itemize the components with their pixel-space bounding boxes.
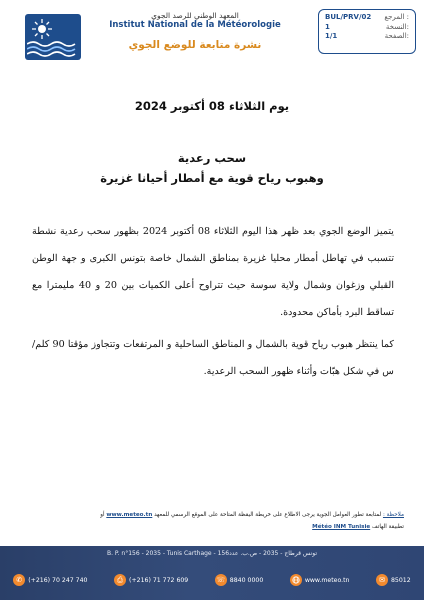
- fax-icon: ⎙: [114, 574, 126, 586]
- institute-block: [100, 11, 290, 52]
- reference-box: [318, 9, 416, 54]
- note-app-text: تطبيقة الهاتف: [371, 524, 404, 530]
- reference-label: المرجع :: [384, 13, 409, 21]
- sun-icon: [31, 18, 53, 40]
- footer-website[interactable]: [290, 574, 350, 586]
- body-paragraph-1: يتميز الوضع الجوي بعد ظهر هذا اليوم الثلاثاء 08 أكتوبر 2024 بظهور سحب رعدية نشطة تتسبب في تهاطل أمطار محليا غزيرة بمناطق الشمال خاصة بتونس الكبرى و جهة الوطن القبلي وزغوان وشمال ولاية سوسة حيث تتراوح أعلى الكميات بين 20 و 40 مليمترا مع تساقط البرد بأماكن محدودة.: [32, 226, 394, 318]
- headline-line-1: سحب رعدية: [177, 151, 247, 165]
- reference-row: [325, 13, 409, 23]
- institute-name-ar: المعهد الوطني للرصد الجوي: [151, 11, 239, 20]
- page-label: الصفحة:: [384, 32, 409, 41]
- note-line-2: [22, 521, 404, 533]
- bulletin-note: [22, 509, 404, 533]
- waves-icon: [27, 38, 79, 58]
- body-paragraph-2: كما ينتظر هبوب رياح قوية بالشمال و المناطق الساحلية و المرتفعات وتتجاوز مؤقتا 90 كلم/س في شكل هبّات وأثناء ظهور السحب الرعدية.: [32, 339, 394, 377]
- footer-address: B. P. n°156 - 2035 - Tunis Carthage - تونس قرطاج - 2035 - ص.ب. عدد156: [106, 550, 317, 557]
- version-value: 1: [325, 22, 330, 31]
- reference-value: BUL/PRV/02: [325, 13, 372, 21]
- version-label: النسخة:: [385, 22, 409, 31]
- green-number-icon: ☏: [216, 576, 226, 584]
- page-row: [325, 32, 409, 42]
- note-line-1: [22, 509, 404, 521]
- footer-contacts: [0, 574, 424, 586]
- footer-website-text[interactable]: www.meteo.tn: [304, 576, 350, 584]
- bulletin-headline: [0, 148, 424, 188]
- footer-phone-1: [13, 574, 87, 586]
- bulletin-date: يوم الثلاثاء 08 أكتوبر 2024: [134, 99, 290, 113]
- note-label: ملاحظة :: [382, 512, 404, 518]
- note-app-link[interactable]: Météo INM Tunisie: [312, 524, 371, 530]
- headline-line-2: وهبوب رياح قوية مع أمطار أحيانا غزيرة: [100, 171, 324, 186]
- footer-phone-3: [215, 574, 263, 586]
- note-website-link[interactable]: www.meteo.tn: [106, 512, 153, 518]
- document-footer: [0, 546, 424, 600]
- phone-icon: ✆: [13, 574, 25, 586]
- footer-postal-text: 85012: [391, 576, 411, 584]
- mail-icon: ✉: [376, 574, 388, 586]
- note-text: لمتابعة تطور العوامل الجوية يرجى الاطلاع على خريطة اليقظة المتاحة على الموقع الرسمي للمعهد: [154, 512, 382, 518]
- note-or: أو: [100, 512, 105, 518]
- institute-name-fr: Institut National de la Météorologie: [109, 20, 281, 31]
- globe-icon: [290, 574, 302, 586]
- footer-phone-3-text: 8840 0000: [229, 576, 264, 584]
- version-row: [325, 23, 409, 33]
- bulletin-body: [32, 218, 394, 385]
- footer-phone-2-text: (+216) 71 772 609: [129, 576, 189, 584]
- footer-postal: [376, 574, 411, 586]
- document-header: [0, 0, 424, 70]
- footer-phone-2: [114, 574, 188, 586]
- page-value: 1/1: [325, 32, 338, 41]
- bulletin-title: نشرة متابعة للوضع الجوي: [128, 39, 262, 51]
- inm-logo: [25, 14, 81, 60]
- footer-phone-1-text: (+216) 70 247 740: [28, 576, 88, 584]
